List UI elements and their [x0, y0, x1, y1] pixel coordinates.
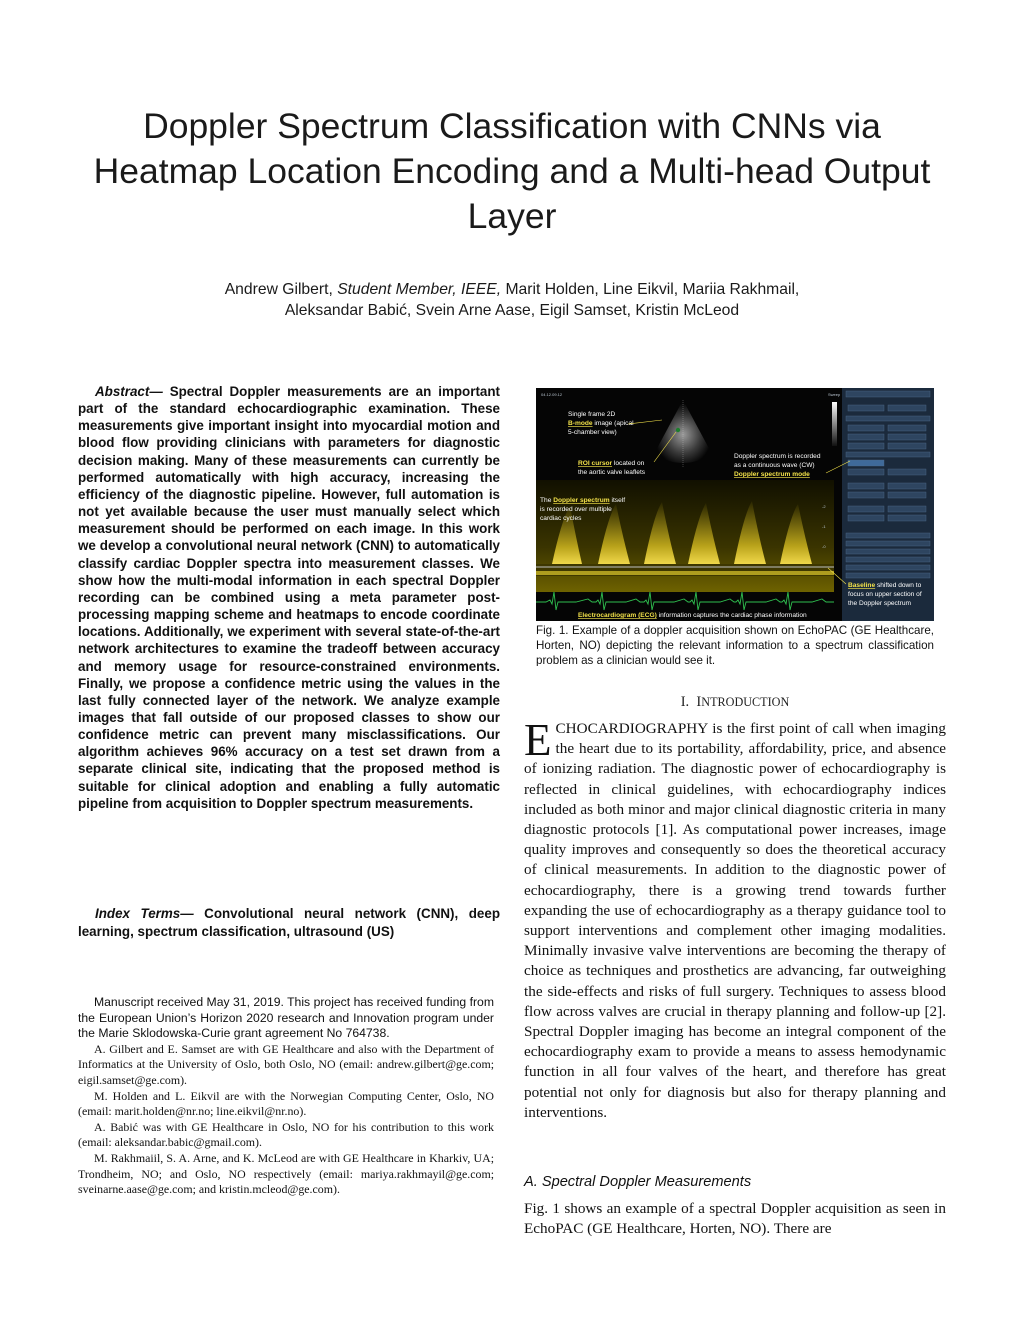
svg-text:B-mode image (apical	[568, 420, 634, 427]
figure-caption: Fig. 1. Example of a doppler acquisition shown on EchoPAC (GE Healthcare, Horten, NO) depicting the relevant information to a spectrum classification problem as a clinician would see it.	[536, 624, 934, 666]
annotation-bmode-line1: Single frame 2D	[568, 411, 616, 418]
author-prefix: Andrew Gilbert,	[224, 281, 338, 298]
annotation-spectrum-line2: is recorded over multiple	[540, 506, 612, 513]
abstract-text: Spectral Doppler measurements are an important part of the standard echocardiographic examination. These measurements give important insight into myocardial motion and blood flow providing clinicians with parameters for diagnostic decision making. Many of these measurements can currently be performed automatically with high accuracy, increasing the efficiency of the diagnostic pipeline. However, full automation is not yet available because the user must manually select which measurement should be performed on each image. In this work we develop a convolutional neural network (CNN) to automatically classify cardiac Doppler spectra into measurement classes. We show how the multi-modal information in each spectral Doppler recording can be combined using a meta parameter post-processing mapping scheme and heatmaps to encode coordinate locations. Additionally, we experiment with several state-of-the-art network architectures to examine the tradeoff between accuracy and memory usage for resource-constrained environments. Finally, we propose a confidence metric using the values in the last fully connected layer of the network. We analyze example images that fall outside of our proposed classes to show our confidence metric can prevent many misclassifications. Our algorithm achieves 96% accuracy on a test set drawn from a separate clinical site, indicating that the proposed method is suitable for clinical adoption and enabling a fully automatic pipeline from acquisition to Doppler spectrum measurements.	[78, 384, 500, 811]
svg-text:-0: -0	[822, 544, 826, 549]
affiliation-note: M. Holden and L. Eikvil are with the Norwegian Computing Center, Oslo, NO (email: marit.holden@nr.no; line.eikvil@nr.no).	[78, 1088, 494, 1119]
annotation-baseline-link: Baseline	[848, 582, 876, 589]
subsection-heading: A. Spectral Doppler Measurements	[524, 1174, 752, 1190]
annotation-spectrum-pre: The	[540, 497, 554, 504]
author-line-2: Aleksandar Babić, Svein Arne Aase, Eigil Samset, Kristin McLeod	[284, 302, 740, 319]
figure-1-echopac-screenshot	[536, 388, 934, 621]
annotation-cw-link: Doppler spectrum mode	[734, 471, 810, 478]
roi-cursor-marker	[676, 428, 680, 432]
svg-text:Electrocardiogram (ECG) inform	[578, 612, 807, 619]
annotation-baseline-text: shifted down to	[875, 582, 922, 589]
section-first-letter: I	[696, 694, 702, 710]
author-line-1	[100, 279, 924, 300]
index-terms-label: Index Terms—	[95, 906, 194, 921]
annotation-cw-line1: Doppler spectrum is recorded	[734, 453, 821, 460]
paper-title: Doppler Spectrum Classification with CNNs via Heatmap Location Encoding and a Multi-head Output Layer	[93, 106, 931, 236]
annotation-baseline-line3: the Doppler spectrum	[848, 600, 912, 607]
svg-text:04.12.09.12: 04.12.09.12	[541, 392, 563, 397]
footnotes	[78, 995, 494, 1198]
affiliation-note: A. Babić was with GE Healthcare in Oslo, NO for his contribution to this work (email: aleksandar.babic@gmail.com).	[78, 1119, 494, 1150]
section-numeral: I.	[680, 694, 690, 710]
manuscript-note: Manuscript received May 31, 2019. This project has received funding from the European Union’s Horizon 2020 research and Innovation program under the Marie Sklodowska-Curie grant agreement No 764738.	[78, 995, 494, 1041]
affiliation-note: M. Rakhmaiil, S. A. Arne, and K. McLeod are with GE Healthcare in Kharkiv, UA; Trondheim, NO; and Oslo, NO respectively (email: mariya.rakhmayil@ge.com; sveinarne.aase@ge.com; and kristin.mcleod@ge.com).	[78, 1150, 494, 1197]
abstract-label: Abstract—	[95, 384, 163, 399]
annotation-bmode-text: image (apical	[592, 420, 634, 427]
affiliation-note: A. Gilbert and E. Samset are with GE Healthcare and also with the Department of Informatics at the University of Oslo, both Oslo, NO (email: andrew.gilbert@ge.com; eigil.samset@ge.com).	[78, 1041, 494, 1087]
svg-text:-1: -1	[822, 524, 826, 529]
abstract	[78, 383, 500, 812]
annotation-baseline-line2: focus on upper section of	[848, 591, 922, 598]
annotation-roi-text: located on	[612, 460, 645, 467]
svg-text:ROI cursor located on	[578, 460, 645, 467]
annotation-roi-link: ROI cursor	[578, 460, 613, 467]
author-suffix: Marit Holden, Line Eikvil, Mariia Rakhmail,	[501, 281, 800, 298]
svg-text:Sweep: Sweep	[828, 392, 841, 397]
annotation-cw-line2: as a continuous wave (CW)	[734, 462, 815, 469]
echopac-screen	[536, 388, 934, 621]
annotation-spectrum-line3: cardiac cycles	[540, 515, 582, 522]
side-panel-controls	[846, 391, 930, 578]
annotation-spectrum-link: Doppler spectrum	[553, 497, 610, 504]
svg-text:The Doppler spectrum itself	[540, 497, 625, 504]
annotation-roi-line2: the aortic valve leaflets	[578, 469, 646, 476]
index-terms-text: Convolutional neural network (CNN), deep learning, spectrum classification, ultrasound (US)	[78, 906, 501, 939]
section-heading-introduction	[524, 694, 946, 711]
author-role: Student Member, IEEE,	[337, 281, 502, 298]
annotation-bmode-line3: 5-chamber view)	[568, 429, 617, 436]
author-list	[100, 279, 924, 321]
section-title-rest: NTRODUCTION	[701, 695, 790, 709]
introduction-paragraph	[524, 715, 946, 1123]
index-terms	[78, 905, 500, 940]
drop-cap: E	[524, 715, 552, 765]
intro-caps-word: CHOCARDIOGRAPHY	[555, 720, 708, 737]
svg-text:-2: -2	[822, 504, 826, 509]
intro-text: is the first point of call when imaging the heart due to its portability, affordability, price, and absence of ionizing radiation. The diagnostic power of echocardiography is reflected in clinical guidelines, with echocardiography indices included as both minor and major clinical diagnostic criteria in many diagnostic protocols [1]. As computational power increases, image quality improves and consequently so does the theoretical accuracy of clinical measurements. In addition to the diagnostic power of echocardiography, there is a growing trend towards further expanding the use of echocardiography as a therapy guidance tool to support interventions and complement other imaging modalities. Minimally invasive valve interventions are becoming the therapy of choice as techniques and prosthetics are advancing, far outweighing the side-effects and risks of full surgery. Techniques to assess blood flow across valves are crucial in therapy planning and follow-up [2]. Spectral Doppler imaging has become an integral component of the echocardiography exam to provide a means to assess hemodynamic function in all four valves of the heart, and therefore has great potential not only for diagnosis but also for therapy planning and interventions.	[524, 720, 946, 1121]
annotation-ecg-text: information captures the cardiac phase information	[656, 612, 807, 619]
svg-text:Baseline shifted down to	[848, 582, 922, 589]
annotation-bmode-link: B-mode	[568, 420, 593, 427]
subsection-paragraph: Fig. 1 shows an example of a spectral Doppler acquisition as seen in EchoPAC (GE Healthcare, Horten, NO). There are	[524, 1200, 946, 1238]
annotation-spectrum-text: itself	[609, 497, 626, 504]
annotation-ecg-link: Electrocardiogram (ECG)	[578, 612, 657, 619]
